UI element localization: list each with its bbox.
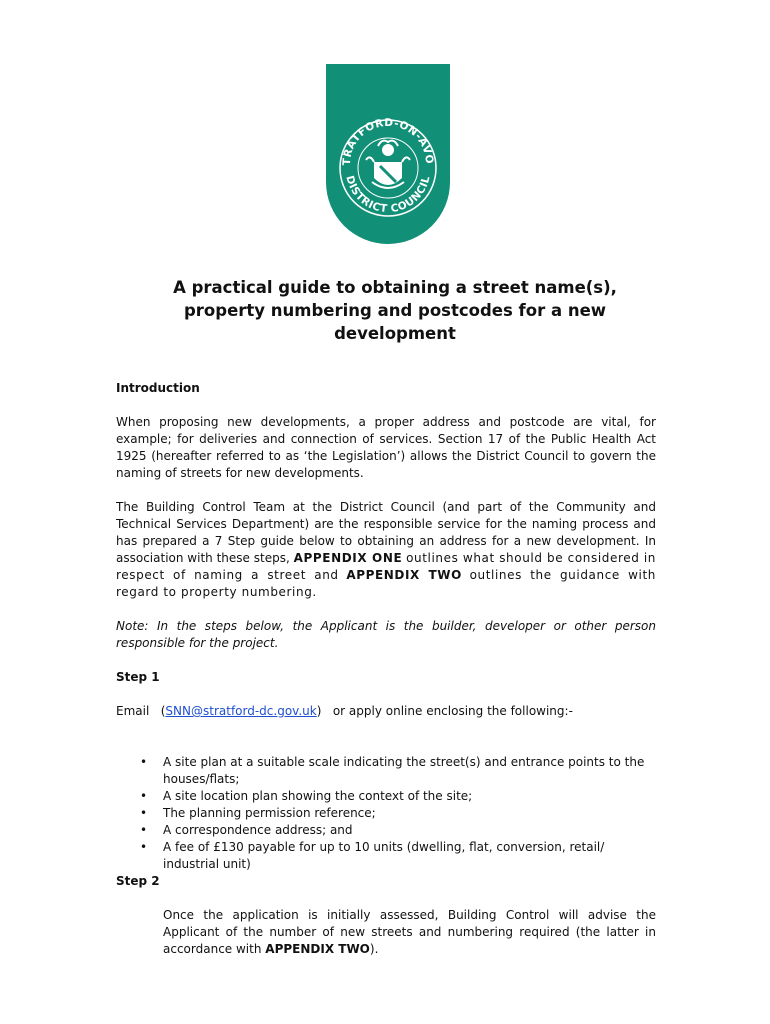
appendix-one-ref: APPENDIX ONE bbox=[293, 551, 403, 565]
title-line-2: property numbering and postcodes for a new bbox=[183, 301, 607, 320]
list-item: • A site location plan showing the context of the site; bbox=[116, 788, 656, 805]
svg-text:DISTRICT COUNCIL: DISTRICT COUNCIL bbox=[343, 174, 433, 216]
applicant-note: Note: In the steps below, the Applicant is the builder, developer or other person responsible for the project. bbox=[116, 619, 656, 650]
title-line-1: A practical guide to obtaining a street name(s), bbox=[173, 278, 617, 297]
list-item: • A site plan at a suitable scale indicating the street(s) and entrance points to the houses/flats; bbox=[116, 754, 656, 788]
list-item: • The planning permission reference; bbox=[116, 805, 656, 822]
council-logo bbox=[326, 64, 450, 244]
document-title bbox=[130, 276, 660, 345]
requirements-list bbox=[116, 754, 656, 873]
building-control-paragraph: The Building Control Team at the District Council (and part of the Community and Technical Services Department) are the responsible service for the naming process and has prepared a 7 Step guide below to obtaining an address for a new development. In association with these steps, APPENDIX ONE outlines what should be considered in respect of naming a street and APPENDIX TWO outlines the guidance with regard to property numbering. bbox=[116, 500, 656, 599]
council-crest-icon bbox=[326, 64, 450, 244]
email-row: Email (SNN@stratford-dc.gov.uk) or apply online enclosing the following:- bbox=[116, 704, 573, 718]
svg-text:STRATFORD-ON-AVON: TRATFORD-ON-AVO bbox=[340, 116, 436, 166]
introduction-heading: Introduction bbox=[116, 381, 200, 395]
list-item: • A fee of £130 payable for up to 10 units (dwelling, flat, conversion, retail/ industrial unit) bbox=[116, 839, 656, 873]
introduction-paragraph: When proposing new developments, a proper address and postcode are vital, for example; for deliveries and connection of services. Section 17 of the Public Health Act 1925 (hereafter referred to as ‘the Legislation’) allows the District Council to govern the naming of streets for new developments. bbox=[116, 415, 656, 480]
document-body bbox=[116, 380, 656, 958]
list-item: • A correspondence address; and bbox=[116, 822, 656, 839]
title-line-3: development bbox=[334, 324, 456, 343]
email-suffix: or apply online enclosing the following:- bbox=[332, 704, 573, 718]
step-2-paragraph: Once the application is initially assessed, Building Control will advise the Applicant of the number of new streets and numbering required (the latter in accordance with APPENDIX TWO). bbox=[163, 908, 656, 956]
appendix-two-ref: APPENDIX TWO bbox=[346, 568, 462, 582]
step-2-heading: Step 2 bbox=[116, 874, 160, 888]
email-link[interactable]: SNN@stratford-dc.gov.uk bbox=[165, 704, 317, 718]
email-label: Email bbox=[116, 704, 150, 718]
appendix-two-ref-step2: APPENDIX TWO bbox=[265, 942, 370, 956]
step-1-heading: Step 1 bbox=[116, 670, 160, 684]
